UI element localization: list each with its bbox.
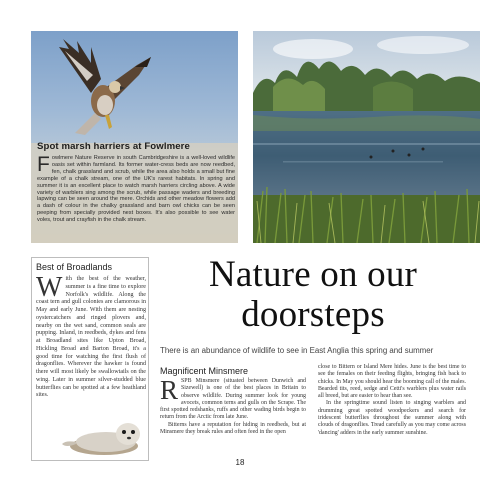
minsmere-col2-p1: close to Bittern or Island Mere hides. June is the best time to see the females on their feeding flights, bringing fish back to chicks. In May you should hear the booming call of the males. Bearded tits, reed, sedge and Cetti's warblers plus water rails all breed, but are easier to hear than see. [318, 364, 466, 400]
minsmere-title: Magnificent Minsmere [160, 366, 249, 376]
harrier-body-text [37, 155, 235, 224]
broadlands-drop-cap: W [36, 272, 63, 303]
marsh-harrier-photo [39, 35, 159, 145]
pond-landscape-photo [253, 31, 480, 243]
headline [160, 255, 466, 335]
minsmere-column-1 [160, 375, 306, 436]
headline-line-2: doorsteps [241, 294, 385, 335]
minsmere-col1-p1: SPB Minsmere (situated between Dunwich and Sizewell) is one of the best places in Britain to observe wildlife. During summer look for young avocets, common terns and gulls on the Scrape. The first spotted redshanks, ruffs and other wading birds begin to return from the Arctic from late June. [160, 378, 306, 421]
minsmere-column-2 [318, 364, 466, 437]
harrier-body: owlmere Nature Reserve in south Cambridgeshire is a well-loved wildlife oasis set within farmland. Its former water-cress beds are now reedbed, fen, chalk grassland and scrub, while the area also holds a small but fine example of a chalk stream, one of the UK's rarest habitats. In spring and summer it is an excellent place to watch marsh harriers circling above. A wide variety of warblers sing among the scrub, while passage waders and breeding lapwing can be seen around the mere. Orchids and other meadow flowers add a dash of colour in the chalky grassland and barn owl chicks can be seen peeping from specially provided nest boxes. It's also possible to see water voles, trout and crayfish in the chalk stream. [37, 155, 235, 224]
page-number: 18 [235, 458, 245, 467]
harrier-drop-cap: F [37, 153, 50, 176]
seal-pup-photo [56, 414, 146, 458]
minsmere-col2-p2: In the springtime sound listen to singing warblers and drumming great spotted woodpeckers and search for iridescent butterflies throughout the summer along with clouds of dragonflies. Tread carefully as you may come across 'dancing' adders in the early summer sunshine. [318, 400, 466, 436]
broadlands-body: ith the best of the weather, summer is a fine time to explore Norfolk's wildlife. Along the coast tern and gull colonies are clamorous in May and early June. With them are nesting oystercatchers and ringed plovers and, nearby on the wet sand, common seals are pupping. Inland, in reedbeds, dykes and fens at Broadland sites like Upton Broad, Hickling Broad and Barton Broad, it's a good time for watching the first flush of dragonflies. Wherever the hawker is found there will most likely be swallowtails on the wing. Later in summer silver-studded blue butterflies can be spotted at a few heathland sites. [36, 276, 146, 399]
headline-line-1: Nature on our [208, 254, 418, 295]
harrier-title: Spot marsh harriers at Fowlmere [37, 141, 190, 152]
pond-photo [253, 31, 480, 243]
minsmere-col1-p2: Bitterns have a reputation for hiding in reedbeds, but at Minsmere they break rules and often feed in the open [160, 421, 306, 436]
standfirst: There is an abundance of wildlife to see in East Anglia this spring and summer [160, 346, 434, 355]
broadlands-body-text [36, 272, 146, 400]
broadlands-title: Best of Broadlands [36, 262, 113, 272]
minsmere-drop-cap: R [160, 375, 179, 405]
